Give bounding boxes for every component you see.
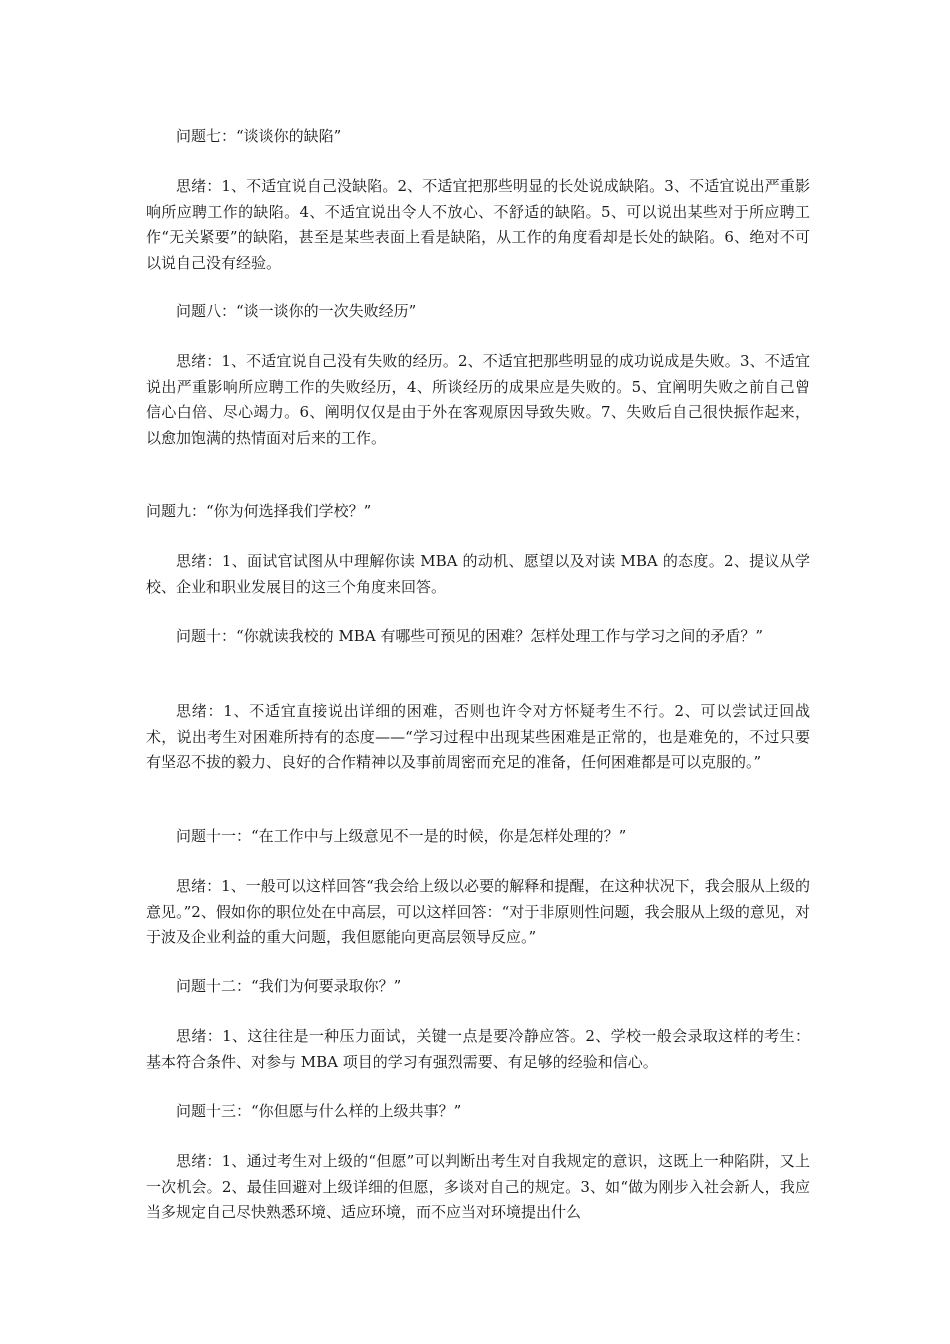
answer-7: 思绪：1、不适宜说自己没缺陷。2、不适宜把那些明显的长处说成缺陷。3、不适宜说出严重影响所应聘工作的缺陷。4、不适宜说出令人不放心、不舒适的缺陷。5、可以说出某些对于所应聘工作“无关紧要”的缺陷，甚至是某些表面上看是缺陷，从工作的角度看却是长处的缺陷。6、绝对不可以说自己没有经验。 bbox=[146, 177, 810, 272]
question-9: 问题九：“你为何选择我们学校？” bbox=[146, 502, 372, 520]
question-12: 问题十二：“我们为何要录取你？” bbox=[176, 977, 402, 995]
answer-13: 思绪：1、通过考生对上级的“但愿”可以判断出考生对自我规定的意识，这既上一种陷阱，又上一次机会。2、最佳回避对上级详细的但愿，多谈对自己的规定。3、如“做为刚步入社会新人，我应当多规定自己尽快熟悉环境、适应环境，而不应当对环境提出什么 bbox=[146, 1152, 810, 1221]
answer-10: 思绪：1、不适宜直接说出详细的困难，否则也许令对方怀疑考生不行。2、可以尝试迂回战术，说出考生对困难所持有的态度——“学习过程中出现某些困难是正常的，也是难免的，不过只要有坚忍不拔的毅力、良好的合作精神以及事前周密而充足的准备，任何困难都是可以克服的。” bbox=[146, 702, 810, 771]
question-11: 问题十一：“在工作中与上级意见不一是的时候，你是怎样处理的？” bbox=[176, 827, 627, 845]
question-10: 问题十：“你就读我校的 MBA 有哪些可预见的困难？怎样处理工作与学习之间的矛盾？” bbox=[176, 627, 764, 645]
answer-12: 思绪：1、这往往是一种压力面试，关键一点是要冷静应答。2、学校一般会录取这样的考生：基本符合条件、对参与 MBA 项目的学习有强烈需要、有足够的经验和信心。 bbox=[146, 1027, 810, 1071]
question-7: 问题七：“谈谈你的缺陷” bbox=[176, 127, 342, 145]
question-13: 问题十三：“你但愿与什么样的上级共事？” bbox=[176, 1102, 462, 1120]
answer-11: 思绪：1、一般可以这样回答“我会给上级以必要的解释和提醒，在这种状况下，我会服从上级的意见。”2、假如你的职位处在中高层，可以这样回答：“对于非原则性问题，我会服从上级的意见，对于波及企业利益的重大问题，我但愿能向更高层领导反应。” bbox=[146, 877, 810, 946]
question-8: 问题八：“谈一谈你的一次失败经历” bbox=[176, 302, 417, 320]
answer-8: 思绪：1、不适宜说自己没有失败的经历。2、不适宜把那些明显的成功说成是失败。3、不适宜说出严重影响所应聘工作的失败经历，4、所谈经历的成果应是失败的。5、宜阐明失败之前自己曾信心白倍、尽心竭力。6、阐明仅仅是由于外在客观原因导致失败。7、失败后自己很快振作起来，以愈加饱满的热情面对后来的工作。 bbox=[146, 352, 810, 447]
answer-9: 思绪：1、面试官试图从中理解你读 MBA 的动机、愿望以及对读 MBA 的态度。2、提议从学校、企业和职业发展目的这三个角度来回答。 bbox=[146, 552, 810, 596]
